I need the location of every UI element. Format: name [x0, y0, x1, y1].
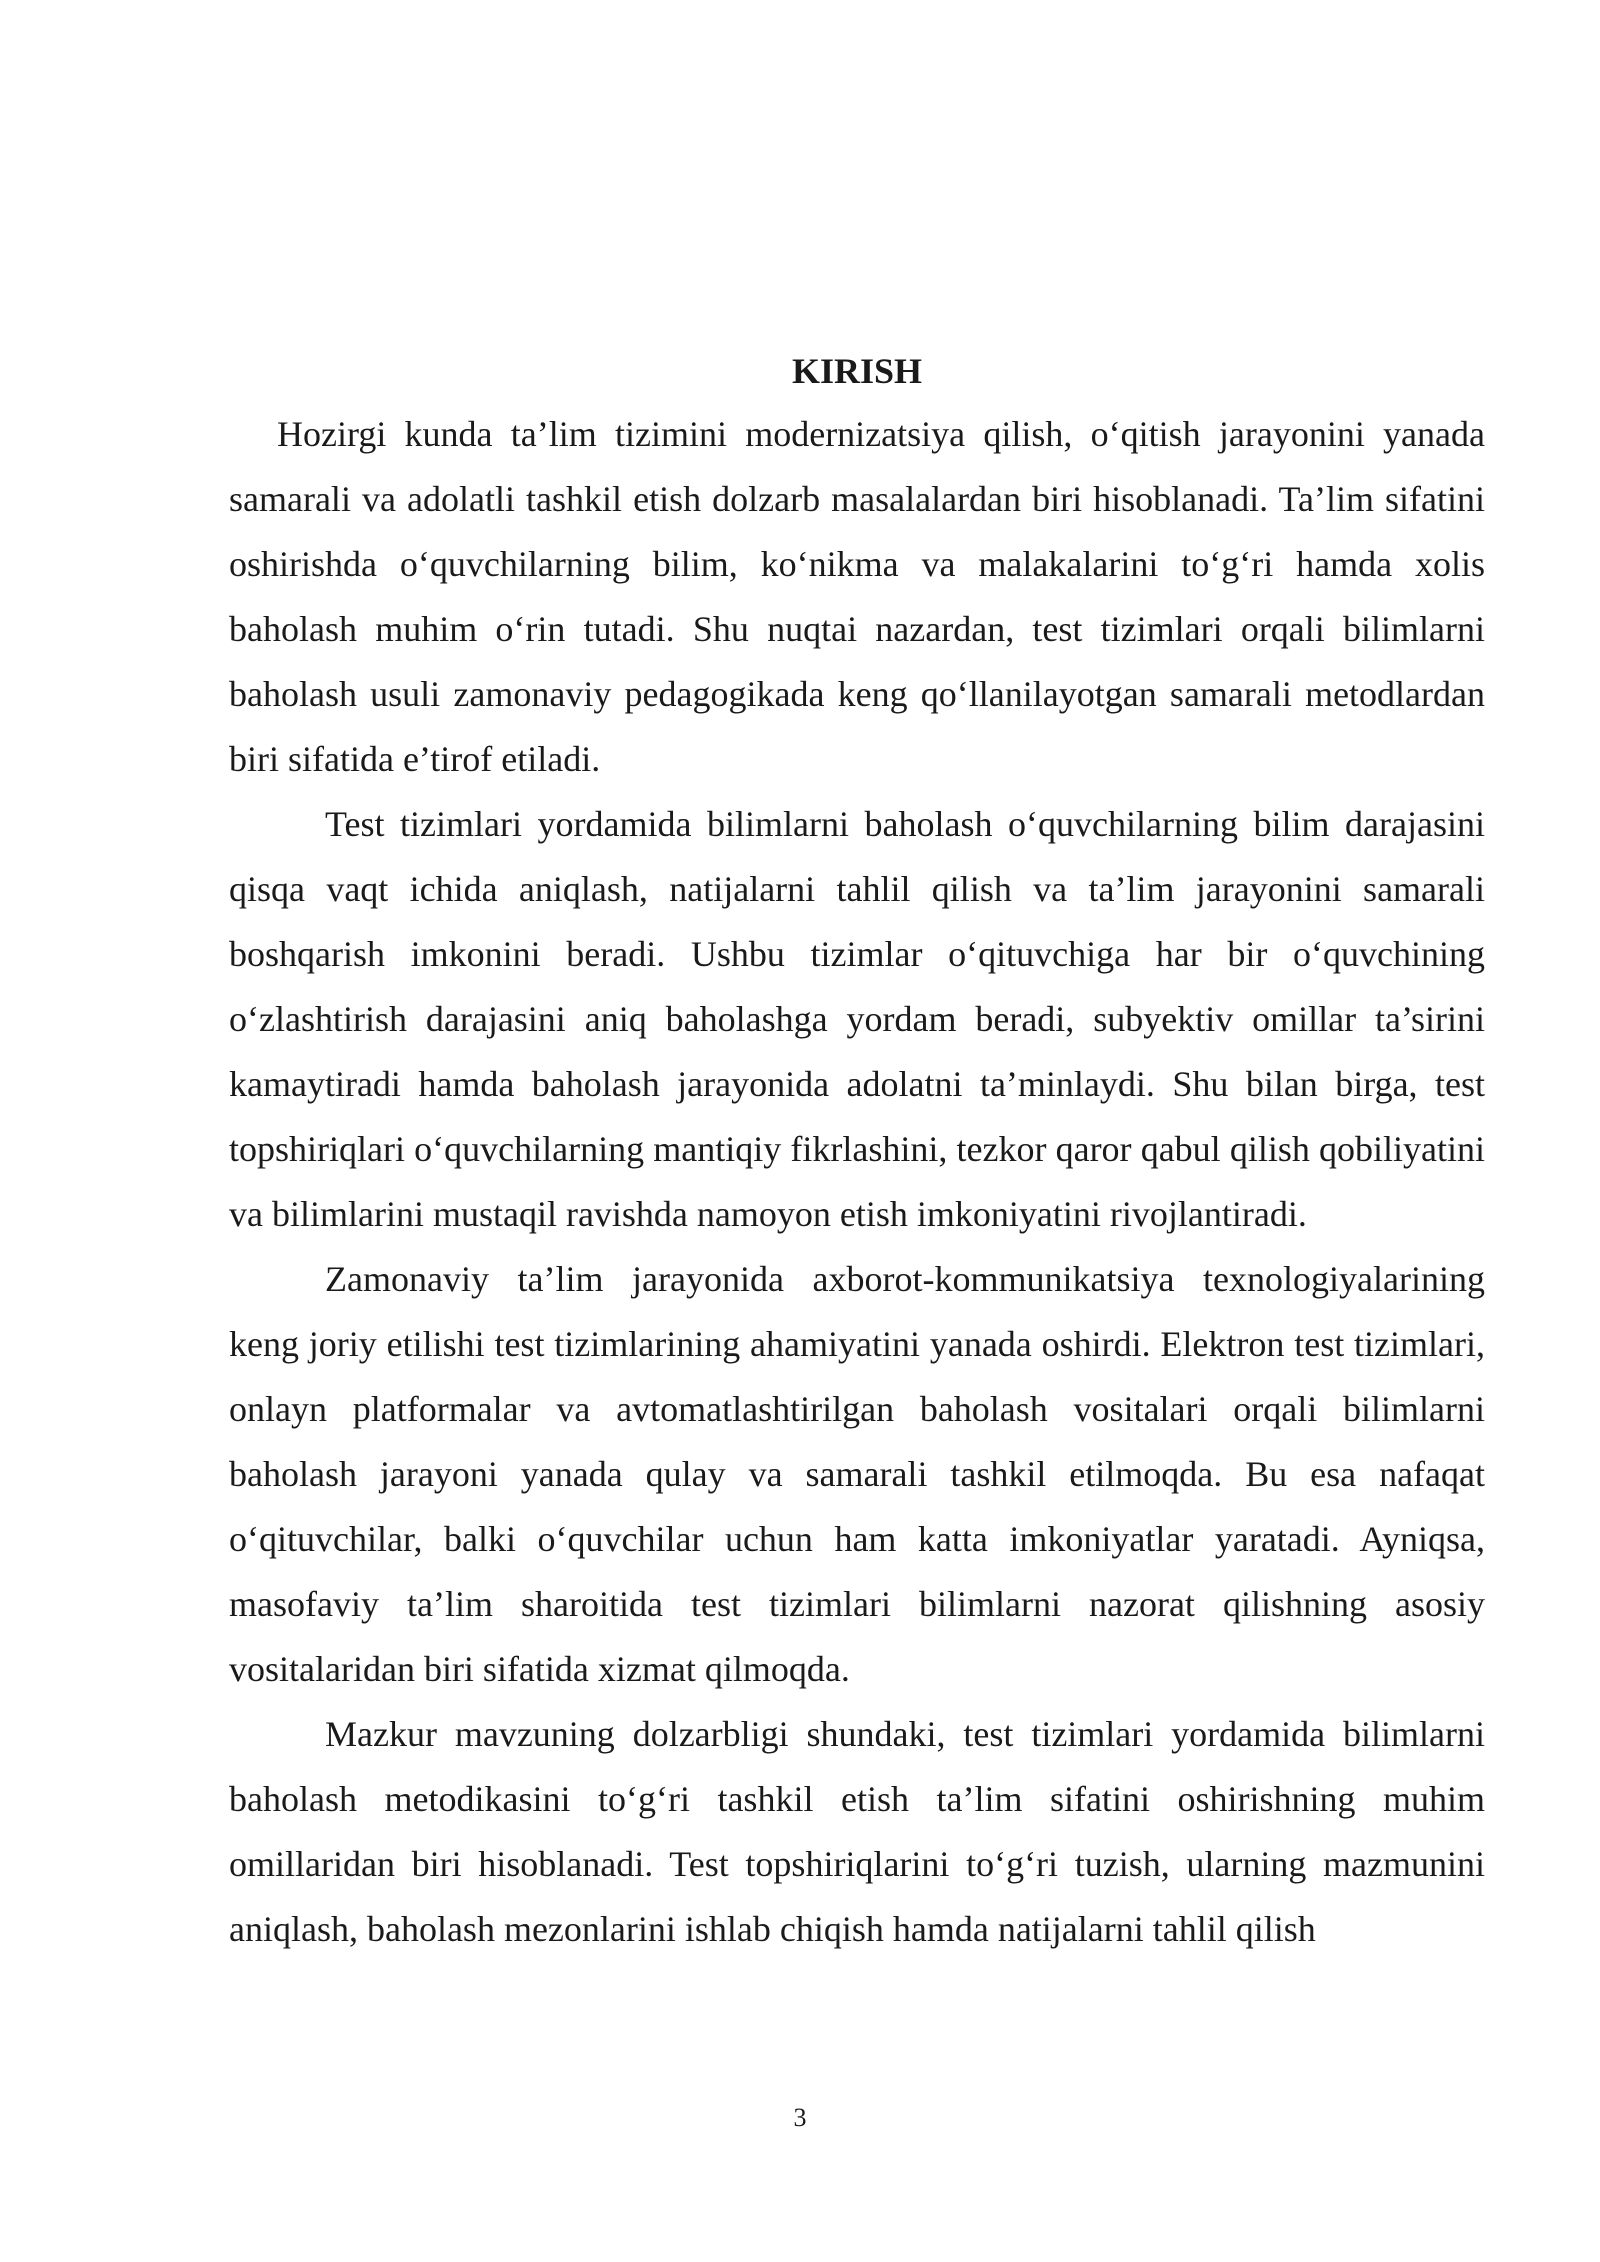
paragraph: Mazkur mavzuning dolzarbligi shundaki, test tizimlari yordamida bilimlarni baholash metodikasini to‘g‘ri tashkil etish ta’lim sifatini oshirishning muhim omillaridan biri hisoblanadi. Test topshiriqlarini to‘g‘ri tuzish, ularning mazmunini aniqlash, baholash mezonlarini ishlab chiqish hamda natijalarni tahlil qilish: [229, 1714, 1485, 1949]
section-heading: KIRISH: [791, 351, 923, 391]
page-number: 3: [793, 2103, 807, 2132]
paragraph: Zamonaviy ta’lim jarayonida axborot-kommunikatsiya texnologiyalarining keng joriy etilishi test tizimlarining ahamiyatini yanada oshirdi. Elektron test tizimlari, onlayn platformalar va avtomatlashtirilgan baholash vositalari orqali bilimlarni baholash jarayoni yanada qulay va samarali tashkil etilmoqda. Bu esa nafaqat o‘qituvchilar, balki o‘quvchilar uchun ham katta imkoniyatlar yaratadi. Ayniqsa, masofaviy ta’lim sharoitida test tizimlari bilimlarni nazorat qilishning asosiy vositalaridan biri sifatida xizmat qilmoqda.: [229, 1259, 1485, 1689]
page-body: [229, 340, 1485, 1962]
paragraph: Test tizimlari yordamida bilimlarni baholash o‘quvchilarning bilim darajasini qisqa vaqt ichida aniqlash, natijalarni tahlil qilish va ta’lim jarayonini samarali boshqarish imkonini beradi. Ushbu tizimlar o‘qituvchiga har bir o‘quvchining o‘zlashtirish darajasini aniq baholashga yordam beradi, subyektiv omillar ta’sirini kamaytiradi hamda baholash jarayonida adolatni ta’minlaydi. Shu bilan birga, test topshiriqlari o‘quvchilarning mantiqiy fikrlashini, tezkor qaror qabul qilish qobiliyatini va bilimlarini mustaqil ravishda namoyon etish imkoniyatini rivojlantiradi.: [229, 804, 1485, 1234]
paragraph: Hozirgi kunda ta’lim tizimini modernizatsiya qilish, o‘qitish jarayonini yanada samarali va adolatli tashkil etish dolzarb masalalardan biri hisoblanadi. Ta’lim sifatini oshirishda o‘quvchilarning bilim, ko‘nikma va malakalarini to‘g‘ri hamda xolis baholash muhim o‘rin tutadi. Shu nuqtai nazardan, test tizimlari orqali bilimlarni baholash usuli zamonaviy pedagogikada keng qo‘llanilayotgan samarali metodlardan biri sifatida e’tirof etiladi.: [229, 414, 1485, 779]
